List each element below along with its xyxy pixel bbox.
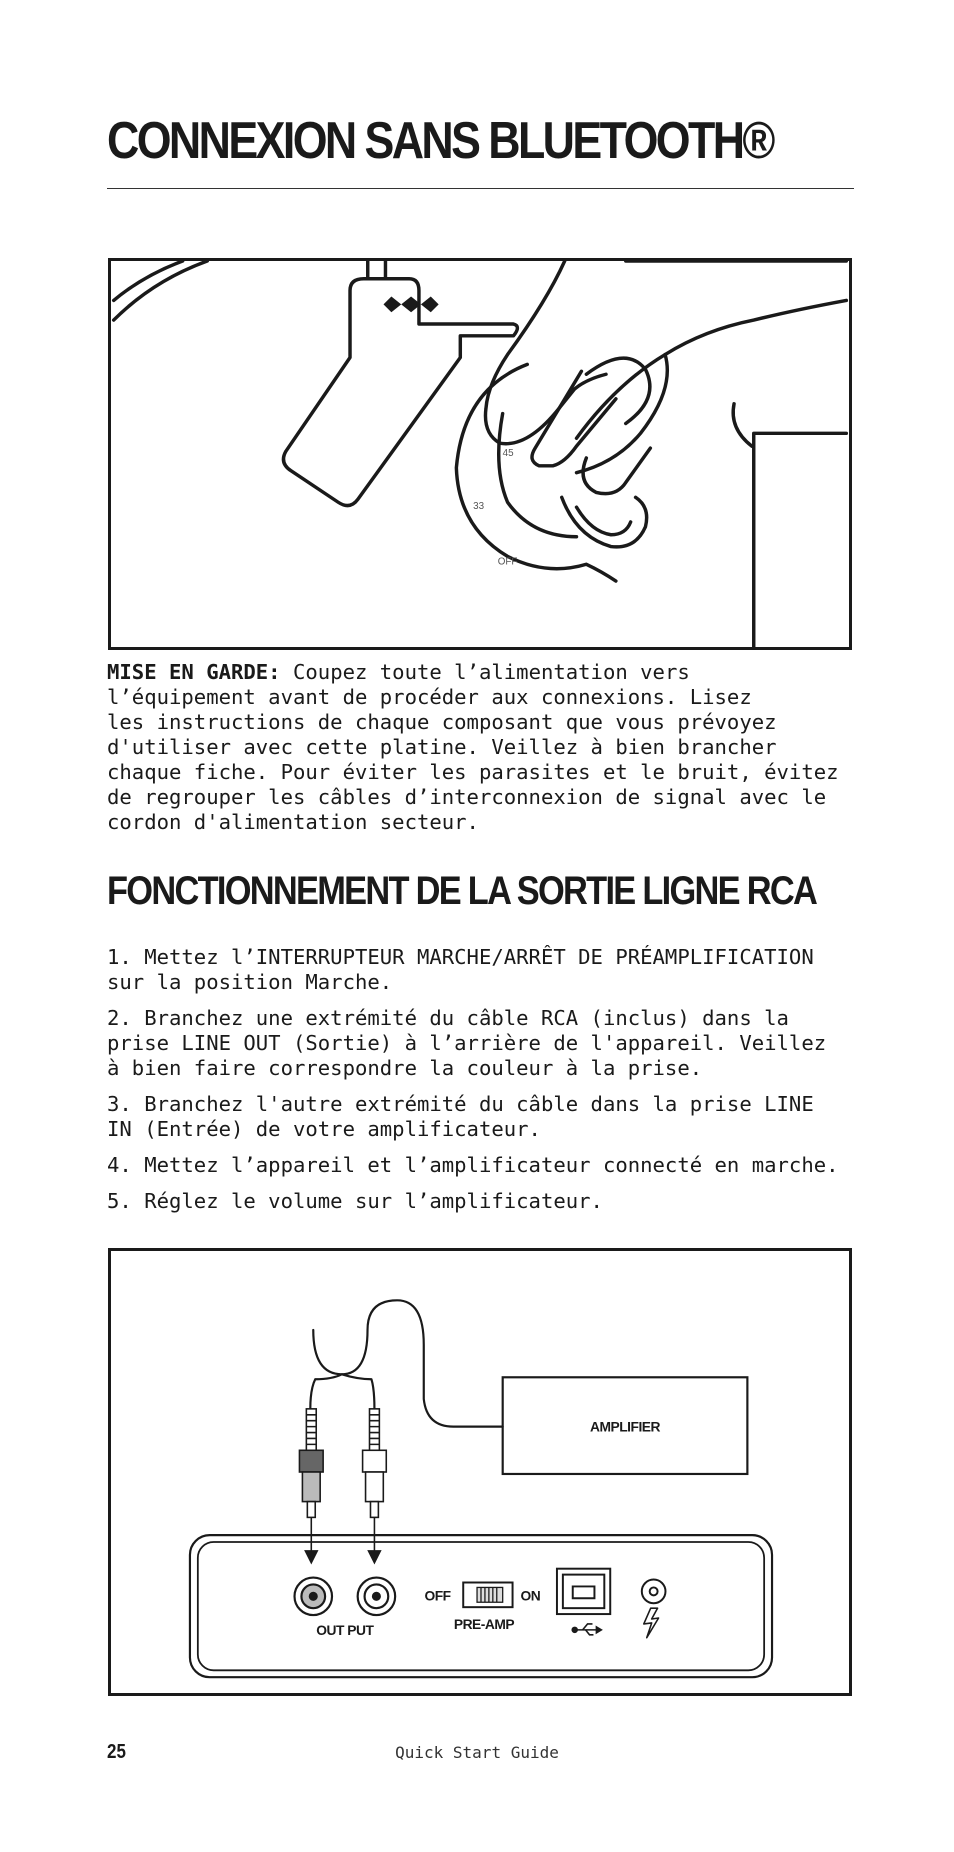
dial-label-45: 45 [502, 447, 514, 459]
knob-ring [562, 497, 647, 547]
rca-diagram [111, 1251, 849, 1693]
insert-arrows [305, 1517, 380, 1562]
switch-off-label: OFF [424, 1587, 451, 1604]
rca-plug-left [299, 1409, 323, 1518]
footer-guide-title: Quick Start Guide [395, 1743, 559, 1762]
figure-rca-diagram [108, 1248, 852, 1696]
warning-text: Coupez toute l’alimentation vers l’équipement avant de procéder aux connexions. Lisez les instructions de chaque composant que vous prévoyez d'utiliser avec cette platine. Veillez à bien brancher chaque fiche. Pour éviter les parasites et le bruit, évitez de regrouper les câbles d’interconnexion de signal avec le cordon d'alimentation secteur. [107, 660, 839, 834]
preamp-switch-knob [477, 1587, 503, 1602]
step-item: 1. Mettez l’INTERRUPTEUR MARCHE/ARRÊT DE PRÉAMPLIFICATION sur la position Marche. [107, 945, 814, 994]
power-icon [644, 1608, 659, 1638]
page-title: CONNEXION SANS BLUETOOTH® [107, 112, 773, 170]
usb-icon [572, 1624, 601, 1635]
step-item: 2. Branchez une extrémité du câble RCA (inclus) dans la prise LINE OUT (Sortie) à l’arrière de l'appareil. Veillez à bien faire correspondre la couleur à la prise. [107, 1006, 827, 1080]
rca-cable-split-left [310, 1374, 342, 1409]
step-item: 5. Réglez le volume sur l’amplificateur. [107, 1189, 603, 1213]
dial-label-33: 33 [473, 501, 485, 513]
page-number: 25 [107, 1741, 126, 1763]
hand-back [577, 261, 847, 438]
title-divider [107, 188, 854, 189]
tonearm-head [283, 279, 517, 506]
hand-crease [733, 404, 752, 446]
power-port [642, 1580, 666, 1604]
amplifier-label: AMPLIFIER [590, 1418, 660, 1435]
dial-outer [456, 364, 616, 581]
rca-plug-right [363, 1409, 387, 1518]
output-jack-left [295, 1578, 332, 1615]
finger [532, 371, 616, 466]
output-label: OUT PUT [316, 1621, 374, 1638]
steps-list [107, 945, 867, 1225]
hand-wrist [754, 433, 847, 647]
figure-turntable-knob [108, 258, 852, 650]
platter-edge [114, 261, 183, 300]
usb-port [557, 1569, 610, 1614]
step-item: 3. Branchez l'autre extrémité du câble dans la prise LINE IN (Entrée) de votre amplificateur. [107, 1092, 814, 1141]
knob-illustration [111, 261, 849, 647]
rca-cable [313, 1300, 502, 1426]
switch-on-label: ON [520, 1587, 541, 1604]
preamp-label: PRE-AMP [453, 1615, 515, 1632]
tonearm-logo [384, 296, 439, 312]
output-jack-right [358, 1578, 395, 1615]
warning-paragraph [107, 660, 867, 835]
rca-cable-split-right [342, 1374, 375, 1409]
warning-label: MISE EN GARDE: [107, 660, 281, 684]
dial-label-off: OFF [497, 556, 518, 568]
section-title: FONCTIONNEMENT DE LA SORTIE LIGNE RCA [107, 869, 817, 913]
step-item: 4. Mettez l’appareil et l’amplificateur connecté en marche. [107, 1153, 839, 1177]
tonearm-stem [368, 261, 386, 279]
